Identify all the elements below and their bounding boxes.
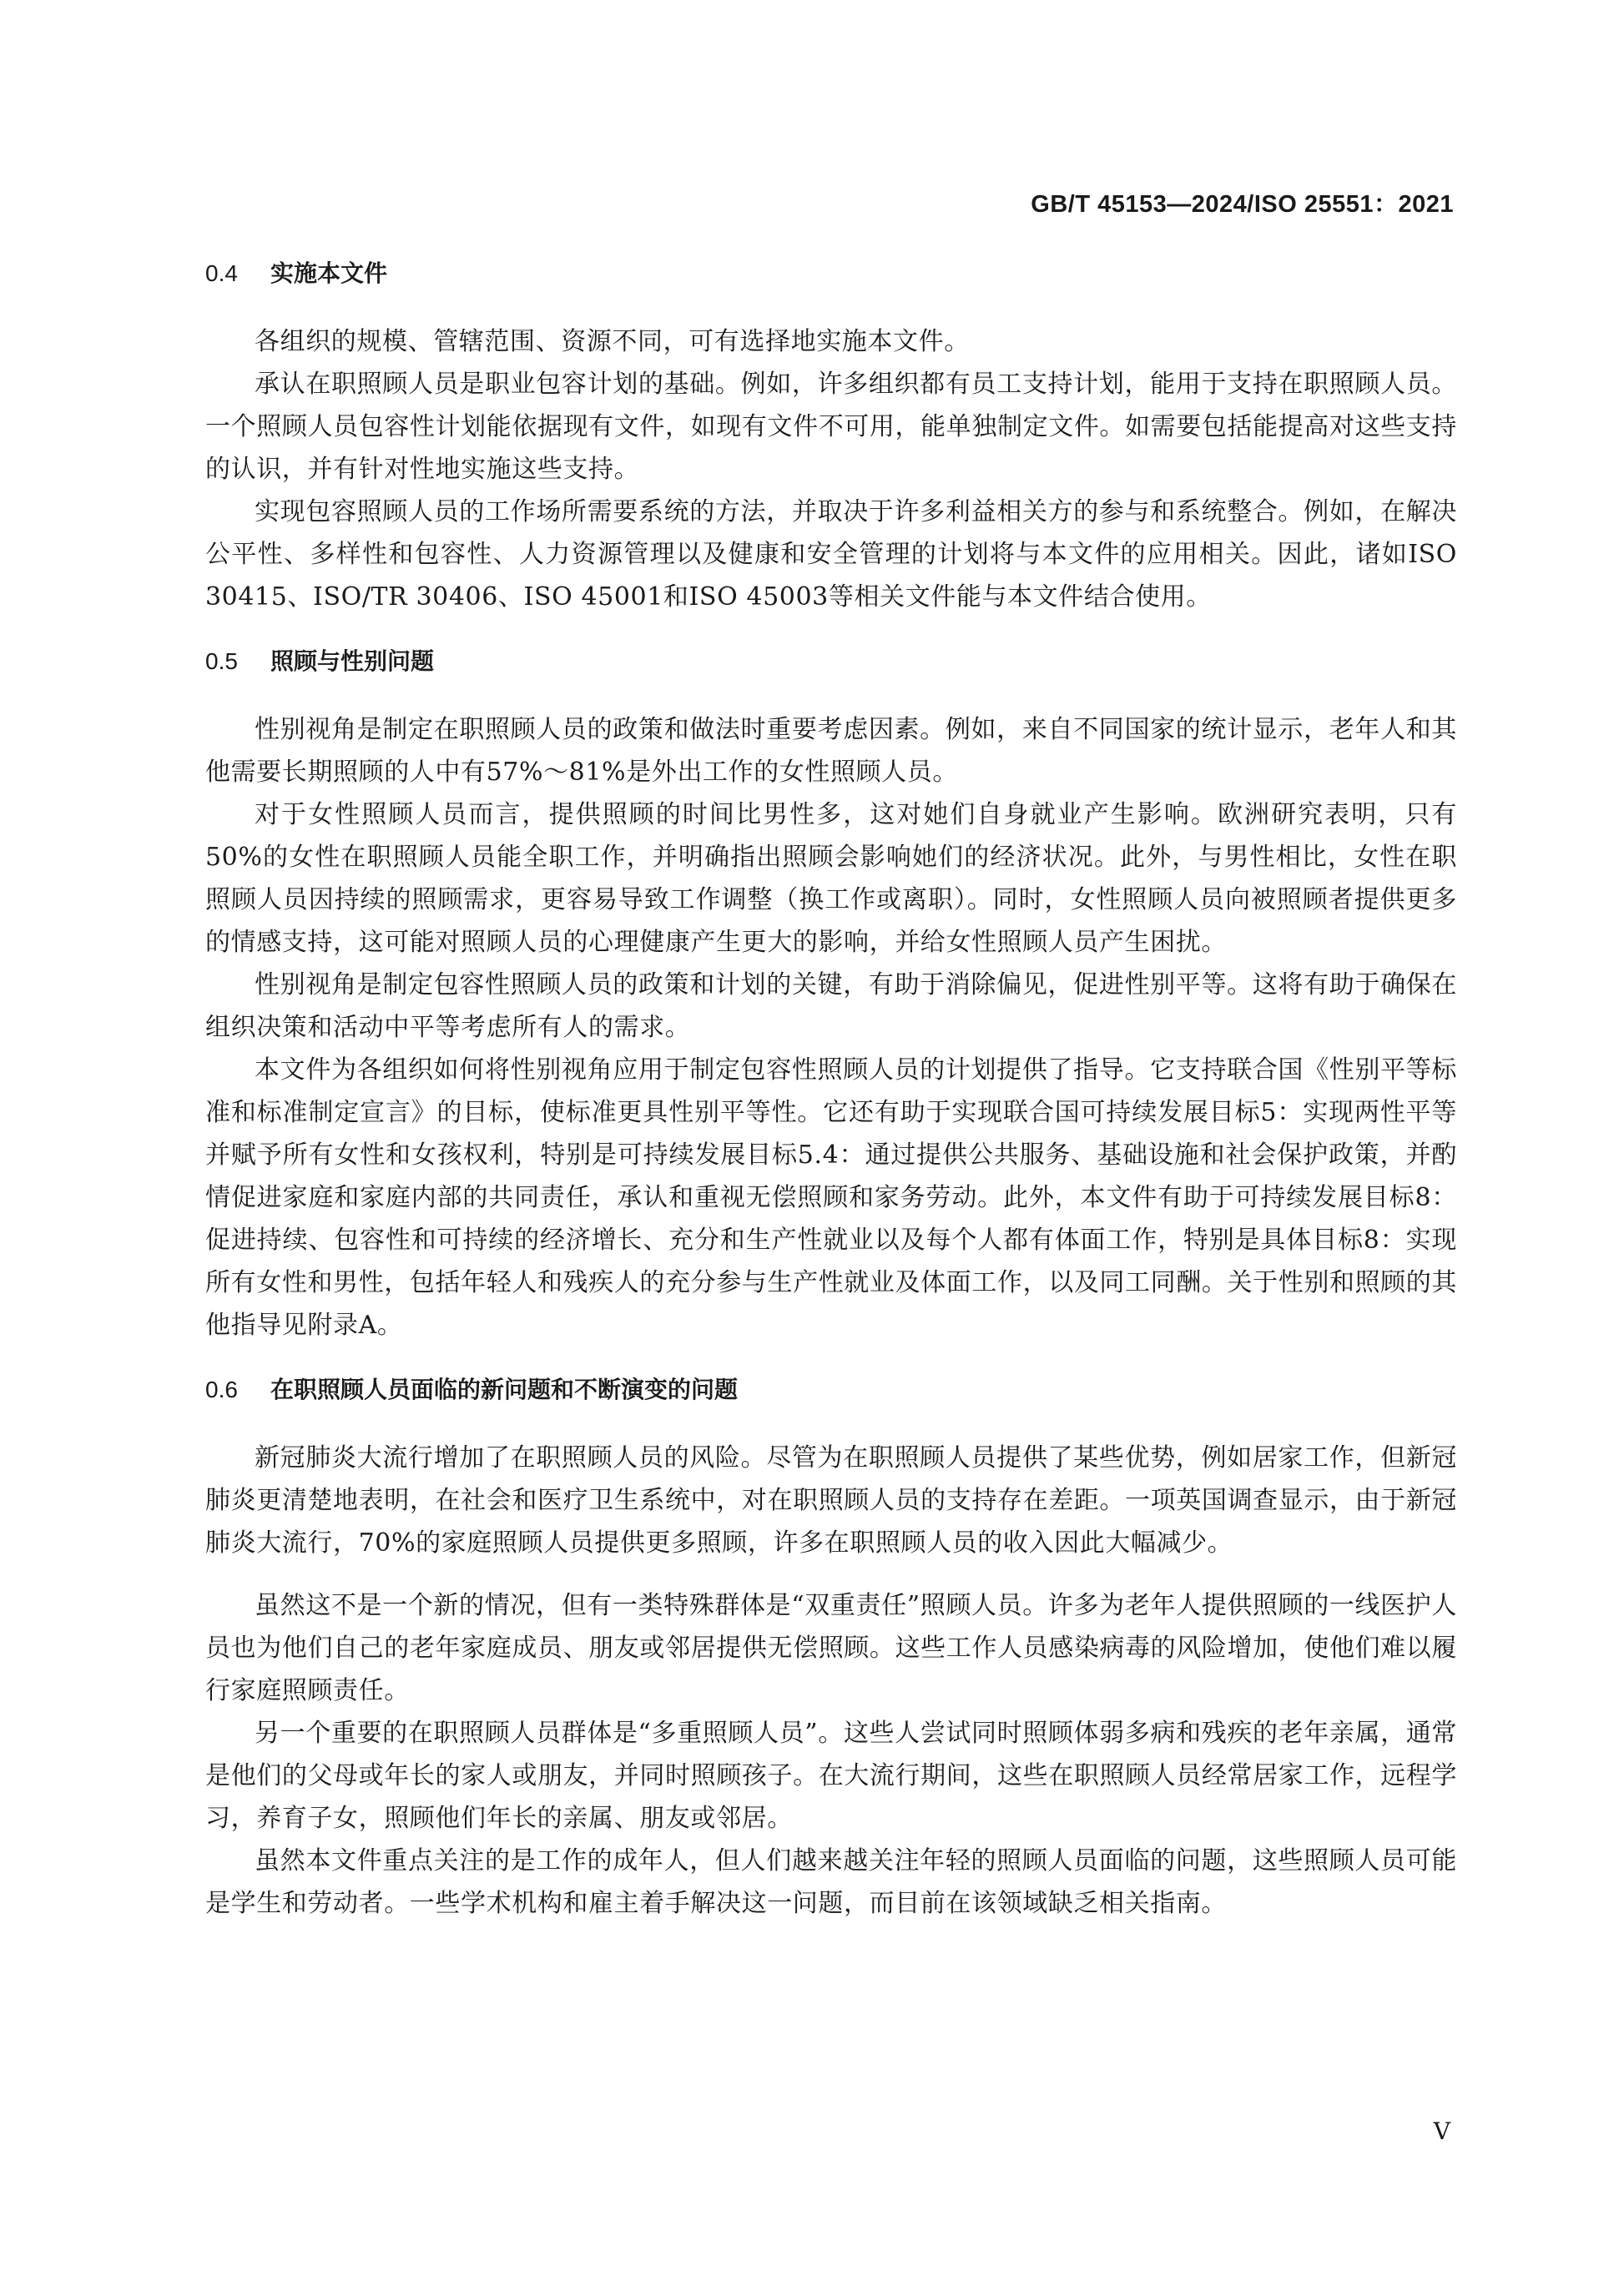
paragraph: 各组织的规模、管辖范围、资源不同，可有选择地实施本文件。 — [255, 327, 970, 356]
paragraph: 性别视角是制定在职照顾人员的政策和做法时重要考虑因素。例如，来自不同国家的统计显示，老年人和其他需要长期照顾的人中有57%～81%是外出工作的女性照顾人员。 — [205, 715, 1457, 787]
paragraph: 对于女性照顾人员而言，提供照顾的时间比男性多，这对她们自身就业产生影响。欧洲研究表明，只有50%的女性在职照顾人员能全职工作，并明确指出照顾会影响她们的经济状况。此外，与男性相比，女性在职照顾人员因持续的照顾需求，更容易导致工作调整（换工作或离职）。同时，女性照顾人员向被照顾者提供更多的情感支持，这可能对照顾人员的心理健康产生更大的影响，并给女性照顾人员产生困扰。 — [205, 800, 1457, 957]
standard-number-header: GB/T 45153—2024/ISO 25551：2021 — [1031, 191, 1454, 218]
page-content — [205, 250, 1457, 1925]
section-number: 0.5 — [205, 648, 238, 674]
paragraph: 另一个重要的在职照顾人员群体是“多重照顾人员”。这些人尝试同时照顾体弱多病和残疾的老年亲属，通常是他们的父母或年长的家人或朋友，并同时照顾孩子。在大流行期间，这些在职照顾人员经常居家工作，远程学习，养育子女，照顾他们年长的亲属、朋友或邻居。 — [205, 1719, 1457, 1833]
section-0-4 — [205, 250, 1457, 618]
section-heading — [205, 1367, 1457, 1413]
section-heading — [205, 250, 1457, 297]
page-number: V — [1433, 2117, 1450, 2145]
paragraph: 本文件为各组织如何将性别视角应用于制定包容性照顾人员的计划提供了指导。它支持联合国《性别平等标准和标准制定宣言》的目标，使标准更具性别平等性。它还有助于实现联合国可持续发展目标5：实现两性平等并赋予所有女性和女孩权利，特别是可持续发展目标5.4：通过提供公共服务、基础设施和社会保护政策，并酌情促进家庭和家庭内部的共同责任，承认和重视无偿照顾和家务劳动。此外，本文件有助于可持续发展目标8：促进持续、包容性和可持续的经济增长、充分和生产性就业以及每个人都有体面工作，特别是具体目标8：实现所有女性和男性，包括年轻人和残疾人的充分参与生产性就业及体面工作，以及同工同酬。关于性别和照顾的其他指导见附录A。 — [205, 1055, 1457, 1340]
section-heading — [205, 638, 1457, 685]
paragraph: 虽然本文件重点关注的是工作的成年人，但人们越来越关注年轻的照顾人员面临的问题，这些照顾人员可能是学生和劳动者。一些学术机构和雇主着手解决这一问题，而目前在该领域缺乏相关指南。 — [205, 1846, 1457, 1918]
section-0-6 — [205, 1367, 1457, 1925]
section-title: 实施本文件 — [270, 259, 388, 287]
section-title: 在职照顾人员面临的新问题和不断演变的问题 — [270, 1376, 739, 1403]
paragraph: 承认在职照顾人员是职业包容计划的基础。例如，许多组织都有员工支持计划，能用于支持在职照顾人员。一个照顾人员包容性计划能依据现有文件，如现有文件不可用，能单独制定文件。如需要包括能提高对这些支持的认识，并有针对性地实施这些支持。 — [205, 370, 1457, 484]
paragraph: 性别视角是制定包容性照顾人员的政策和计划的关键，有助于消除偏见，促进性别平等。这将有助于确保在组织决策和活动中平等考虑所有人的需求。 — [205, 970, 1457, 1042]
paragraph: 新冠肺炎大流行增加了在职照顾人员的风险。尽管为在职照顾人员提供了某些优势，例如居家工作，但新冠肺炎更清楚地表明，在社会和医疗卫生系统中，对在职照顾人员的支持存在差距。一项英国调查显示，由于新冠肺炎大流行，70%的家庭照顾人员提供更多照顾，许多在职照顾人员的收入因此大幅减少。 — [205, 1443, 1457, 1558]
paragraph: 虽然这不是一个新的情况，但有一类特殊群体是“双重责任”照顾人员。许多为老年人提供照顾的一线医护人员也为他们自己的老年家庭成员、朋友或邻居提供无偿照顾。这些工作人员感染病毒的风险增加，使他们难以履行家庭照顾责任。 — [205, 1591, 1457, 1705]
section-number: 0.4 — [205, 260, 238, 286]
paragraph: 实现包容照顾人员的工作场所需要系统的方法，并取决于许多利益相关方的参与和系统整合。例如，在解决公平性、多样性和包容性、人力资源管理以及健康和安全管理的计划将与本文件的应用相关。因此，诸如ISO 30415、ISO/TR 30406、ISO 45001和ISO 45003等相关文件能与本文件结合使用。 — [205, 497, 1457, 612]
section-title: 照顾与性别问题 — [270, 647, 435, 675]
section-number: 0.6 — [205, 1377, 238, 1402]
section-0-5 — [205, 638, 1457, 1347]
